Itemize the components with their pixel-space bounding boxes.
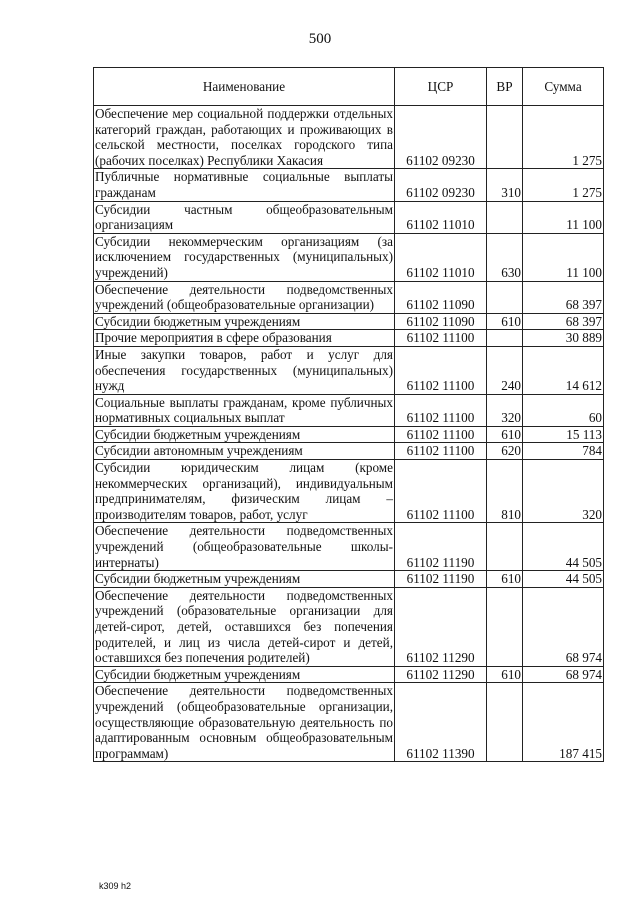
table-row	[94, 571, 604, 588]
header-sum: Сумма	[523, 68, 604, 106]
cell-csr: 61102 11100	[395, 443, 487, 460]
cell-csr: 61102 11290	[395, 666, 487, 683]
cell-csr: 61102 11100	[395, 394, 487, 426]
cell-csr: 61102 11100	[395, 426, 487, 443]
cell-name: Субсидии бюджетным учреждениям	[94, 571, 395, 588]
cell-sum: 11 100	[523, 233, 604, 281]
cell-name: Субсидии юридическим лицам (кроме некоммерческих организаций), индивидуальным предпринимателям, физическим лицам – производителям товаров, работ, услуг	[95, 460, 393, 522]
table-row	[94, 426, 604, 443]
cell-csr: 61102 11290	[395, 587, 487, 666]
cell-sum: 68 974	[523, 587, 604, 666]
cell-name: Субсидии частным общеобразовательным организациям	[95, 201, 393, 233]
cell-name: Субсидии бюджетным учреждениям	[94, 666, 395, 683]
cell-name: Обеспечение деятельности подведомственных учреждений (общеобразовательные школы-интернаты)	[95, 523, 393, 570]
cell-sum: 14 612	[523, 346, 604, 394]
budget-table	[93, 67, 604, 762]
cell-csr: 61102 11100	[395, 460, 487, 523]
table-row	[94, 313, 604, 330]
cell-csr: 61102 11390	[395, 683, 487, 762]
cell-vr	[487, 683, 523, 762]
table-row	[94, 443, 604, 460]
cell-name: Обеспечение деятельности подведомственных учреждений (общеобразовательные организации)	[95, 281, 393, 313]
cell-sum: 44 505	[523, 571, 604, 588]
cell-csr: 61102 11190	[395, 523, 487, 571]
cell-name: Субсидии бюджетным учреждениям	[94, 313, 395, 330]
cell-sum: 68 974	[523, 666, 604, 683]
cell-vr	[487, 330, 523, 347]
cell-sum: 30 889	[523, 330, 604, 347]
cell-vr: 610	[487, 666, 523, 683]
cell-vr: 610	[487, 571, 523, 588]
cell-sum: 11 100	[523, 201, 604, 233]
table-row	[94, 666, 604, 683]
cell-csr: 61102 11100	[395, 346, 487, 394]
cell-sum: 784	[523, 443, 604, 460]
table-row	[94, 281, 604, 313]
page-number: 500	[308, 31, 332, 47]
table-row	[94, 394, 604, 426]
cell-sum: 60	[523, 394, 604, 426]
cell-csr: 61102 11100	[395, 330, 487, 347]
cell-csr: 61102 11090	[395, 313, 487, 330]
cell-csr: 61102 09230	[395, 169, 487, 201]
cell-vr	[487, 106, 523, 169]
footer-code: k309 h2	[99, 881, 132, 891]
cell-sum: 68 397	[523, 281, 604, 313]
cell-name: Обеспечение мер социальной поддержки отдельных категорий граждан, работающих и проживающих в сельской местности, поселках городского типа (рабочих поселках) Республики Хакасия	[95, 106, 393, 168]
cell-vr	[487, 523, 523, 571]
table-row	[94, 346, 604, 394]
cell-name: Субсидии бюджетным учреждениям	[94, 426, 395, 443]
cell-vr: 310	[487, 169, 523, 201]
table-row	[94, 106, 604, 169]
cell-sum: 1 275	[523, 169, 604, 201]
cell-vr: 810	[487, 460, 523, 523]
cell-name: Субсидии некоммерческим организациям (за исключением государственных (муниципальных) учреждений)	[95, 233, 393, 280]
header-vr: ВР	[487, 68, 523, 106]
cell-name: Прочие мероприятия в сфере образования	[94, 330, 395, 347]
cell-name: Иные закупки товаров, работ и услуг для обеспечения государственных (муниципальных) нужд	[95, 346, 393, 394]
table-row	[94, 460, 604, 523]
cell-name: Публичные нормативные социальные выплаты гражданам	[95, 169, 393, 200]
table-row	[94, 523, 604, 571]
cell-sum: 68 397	[523, 313, 604, 330]
cell-csr: 61102 11190	[395, 571, 487, 588]
table-row	[94, 169, 604, 201]
cell-vr: 630	[487, 233, 523, 281]
cell-name: Социальные выплаты гражданам, кроме публичных нормативных социальных выплат	[95, 394, 393, 426]
cell-name: Обеспечение деятельности подведомственных учреждений (общеобразовательные организации, осуществляющие образовательную деятельность по адаптированным основным общеобразовательным программам)	[95, 683, 393, 761]
table-row	[94, 683, 604, 762]
cell-vr: 320	[487, 394, 523, 426]
cell-name: Субсидии автономным учреждениям	[94, 443, 395, 460]
cell-csr: 61102 11090	[395, 281, 487, 313]
table-row	[94, 233, 604, 281]
table-header-row	[94, 68, 604, 106]
cell-sum: 44 505	[523, 523, 604, 571]
cell-vr	[487, 281, 523, 313]
header-csr: ЦСР	[395, 68, 487, 106]
table-row	[94, 201, 604, 233]
cell-vr	[487, 587, 523, 666]
cell-vr: 610	[487, 313, 523, 330]
cell-sum: 15 113	[523, 426, 604, 443]
cell-sum: 320	[523, 460, 604, 523]
cell-sum: 1 275	[523, 106, 604, 169]
cell-csr: 61102 11010	[395, 233, 487, 281]
table-row	[94, 330, 604, 347]
table-row	[94, 587, 604, 666]
header-name: Наименование	[94, 68, 395, 106]
cell-sum: 187 415	[523, 683, 604, 762]
cell-csr: 61102 09230	[395, 106, 487, 169]
table-body	[94, 106, 604, 762]
cell-csr: 61102 11010	[395, 201, 487, 233]
cell-vr: 620	[487, 443, 523, 460]
cell-vr: 240	[487, 346, 523, 394]
cell-vr	[487, 201, 523, 233]
cell-name: Обеспечение деятельности подведомственных учреждений (образовательные организации для детей-сирот, детей, оставшихся без попечения родителей, и лиц из числа детей-сирот и детей, оставшихся без попечения родителей)	[95, 587, 393, 666]
cell-vr: 610	[487, 426, 523, 443]
